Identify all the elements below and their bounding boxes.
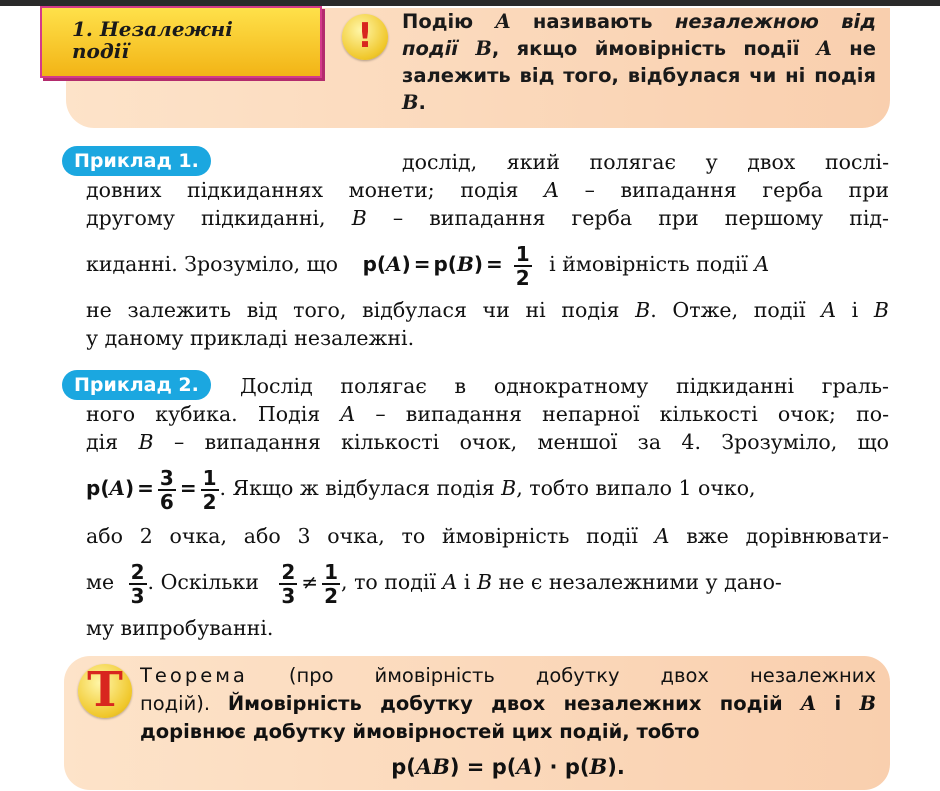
example-2-line-1: Дослід полягає в однократному підкиданні граль- [240,374,889,398]
example-2-line-3: дія B – випадання кількості очок, меншої за 4. Зрозуміло, що [86,430,889,454]
section-title: 1. Незалежні події [72,17,233,63]
example-1-line-6: у даному прикладі незалежні. [86,326,415,350]
example-2-line-2: ного кубика. Подія A – випадання непарної кількості очок; по- [86,402,889,426]
theorem-line-3: дорівнює добутку ймовірностей цих подій, тобто [140,720,700,743]
example-2-line-5: або 2 очка, або 3 очка, то ймовірність події A вже дорівнювати- [86,524,889,548]
example-1-line-1: дослід, який полягає у двох послі- [402,150,889,174]
example-1-line-4: киданні. Зрозуміло, що p(A) = p(B) = $\frac{1}{2}$ і ймовірність події A [86,241,770,290]
section-tab [40,6,322,78]
example-1-line-5: не залежить від того, відбулася чи ні подія B. Отже, події A і B [86,298,889,322]
example-2-line-7: му випробуванні. [86,616,274,640]
theorem-line-2: подій). Ймовірність добутку двох незалежних подій A і B [140,692,876,715]
fraction-3-6: $\frac{3}{6}$ [159,465,174,514]
fraction-1-2: $\frac{1}{2}$ [515,241,530,290]
fraction-2-3: $\frac{2}{3}$ [281,559,296,608]
exclamation-icon: ! [342,14,388,60]
definition-text: Подію A називають незалежною від події B, якщо ймовірність події A не залежить від того, відбулася чи ні подія B. [402,10,877,114]
theorem-line-1: Теорема (про ймовірність добутку двох незалежних [140,664,876,687]
example-1-line-3: другому підкиданні, B – випадання герба при першому під- [86,206,889,230]
fraction-2-3: $\frac{2}{3}$ [130,559,145,608]
theorem-t-icon: Т [78,664,132,718]
formula-pa: p(A) = [86,476,154,500]
formula-pa-pb: p(A) = p(B) = [362,252,503,276]
fraction-1-2: $\frac{1}{2}$ [324,559,339,608]
theorem-formula: p(AB) = p(A) · p(B). [391,754,625,779]
example-1-line-2: довних підкиданнях монети; подія A – випадання герба при [86,178,889,202]
example-2-line-6: ме $\frac{2}{3}$ . Оскільки $\frac{2}{3}$ ≠ $\frac{1}{2}$ , то події A і B не є незалежними у дано- [86,559,782,608]
fraction-1-2: $\frac{1}{2}$ [202,465,217,514]
example-2-badge: Приклад 2. [62,370,211,400]
example-1-badge: Приклад 1. [62,146,211,176]
example-2-line-4: p(A) = $\frac{3}{6}$ = $\frac{1}{2}$ . Якщо ж відбулася подія B, тобто випало 1 очко, [86,465,756,514]
